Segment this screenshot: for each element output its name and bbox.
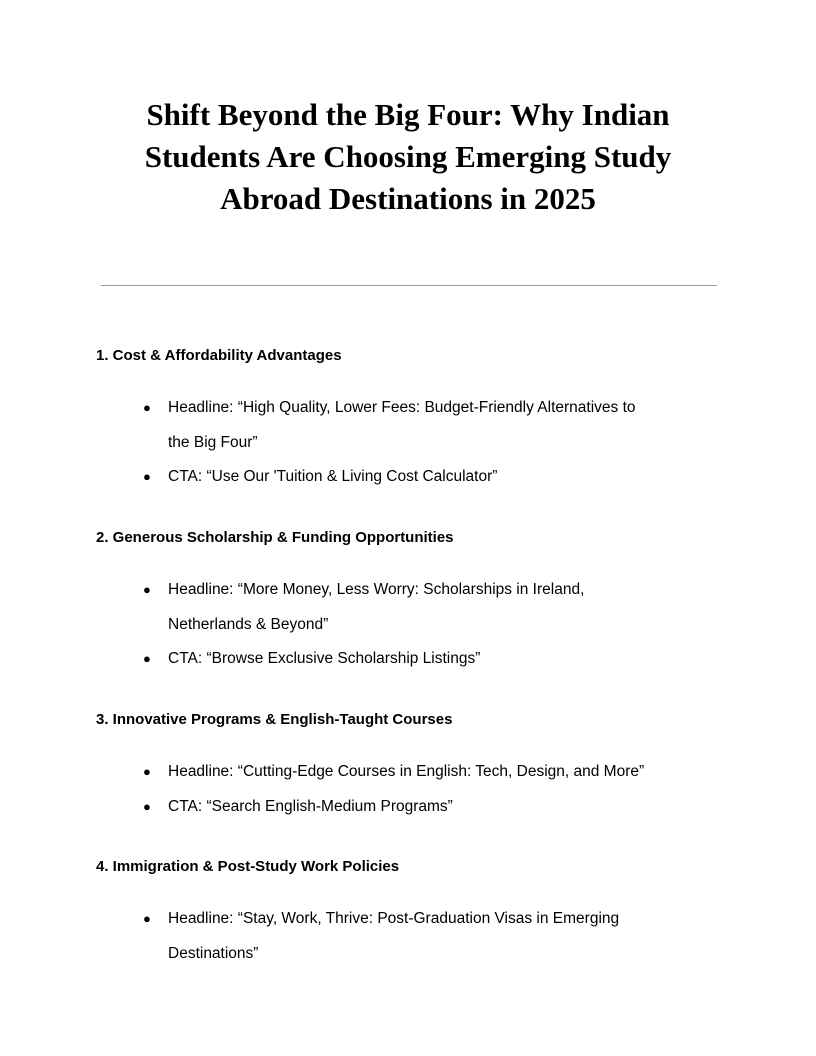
bullet-icon: ●: [143, 764, 151, 779]
list-item: ● Headline: “High Quality, Lower Fees: Budget-Friendly Alternatives to the Big Four”: [96, 391, 658, 460]
section-heading: 3. Innovative Programs & English-Taught Courses: [96, 711, 453, 728]
section-heading: 1. Cost & Affordability Advantages: [96, 347, 342, 364]
bullet-icon: ●: [143, 651, 151, 666]
section-heading: 4. Immigration & Post-Study Work Policies: [96, 858, 400, 875]
list-item: ● CTA: “Use Our 'Tuition & Living Cost Calculator”: [96, 460, 658, 495]
section-cost-affordability: [96, 346, 736, 495]
list-item: ● Headline: “More Money, Less Worry: Scholarships in Ireland, Netherlands & Beyond”: [96, 573, 658, 642]
list-item: ● CTA: “Browse Exclusive Scholarship Listings”: [96, 642, 658, 677]
bullet-list: [96, 573, 736, 677]
section-immigration: [96, 857, 736, 971]
section-scholarships: [96, 528, 736, 677]
list-item: ● Headline: “Stay, Work, Thrive: Post-Graduation Visas in Emerging Destinations”: [96, 902, 658, 971]
list-item: ● Headline: “Cutting-Edge Courses in English: Tech, Design, and More”: [96, 755, 728, 790]
bullet-icon: ●: [143, 469, 151, 484]
bullet-icon: ●: [143, 798, 151, 814]
list-item: ● CTA: “Search English-Medium Programs”: [96, 790, 658, 825]
document-title: Shift Beyond the Big Four: Why Indian Students Are Choosing Emerging Study Abroad Destinations in 2025: [144, 97, 672, 216]
bullet-list: [96, 902, 736, 971]
bullet-icon: ●: [143, 582, 151, 597]
bullet-list: [96, 755, 736, 824]
bullet-list: [96, 391, 736, 495]
section-programs: [96, 710, 736, 824]
horizontal-divider: [101, 285, 717, 286]
section-heading: 2. Generous Scholarship & Funding Opportunities: [96, 529, 454, 546]
bullet-icon: ●: [143, 911, 151, 926]
bullet-icon: ●: [143, 400, 151, 415]
